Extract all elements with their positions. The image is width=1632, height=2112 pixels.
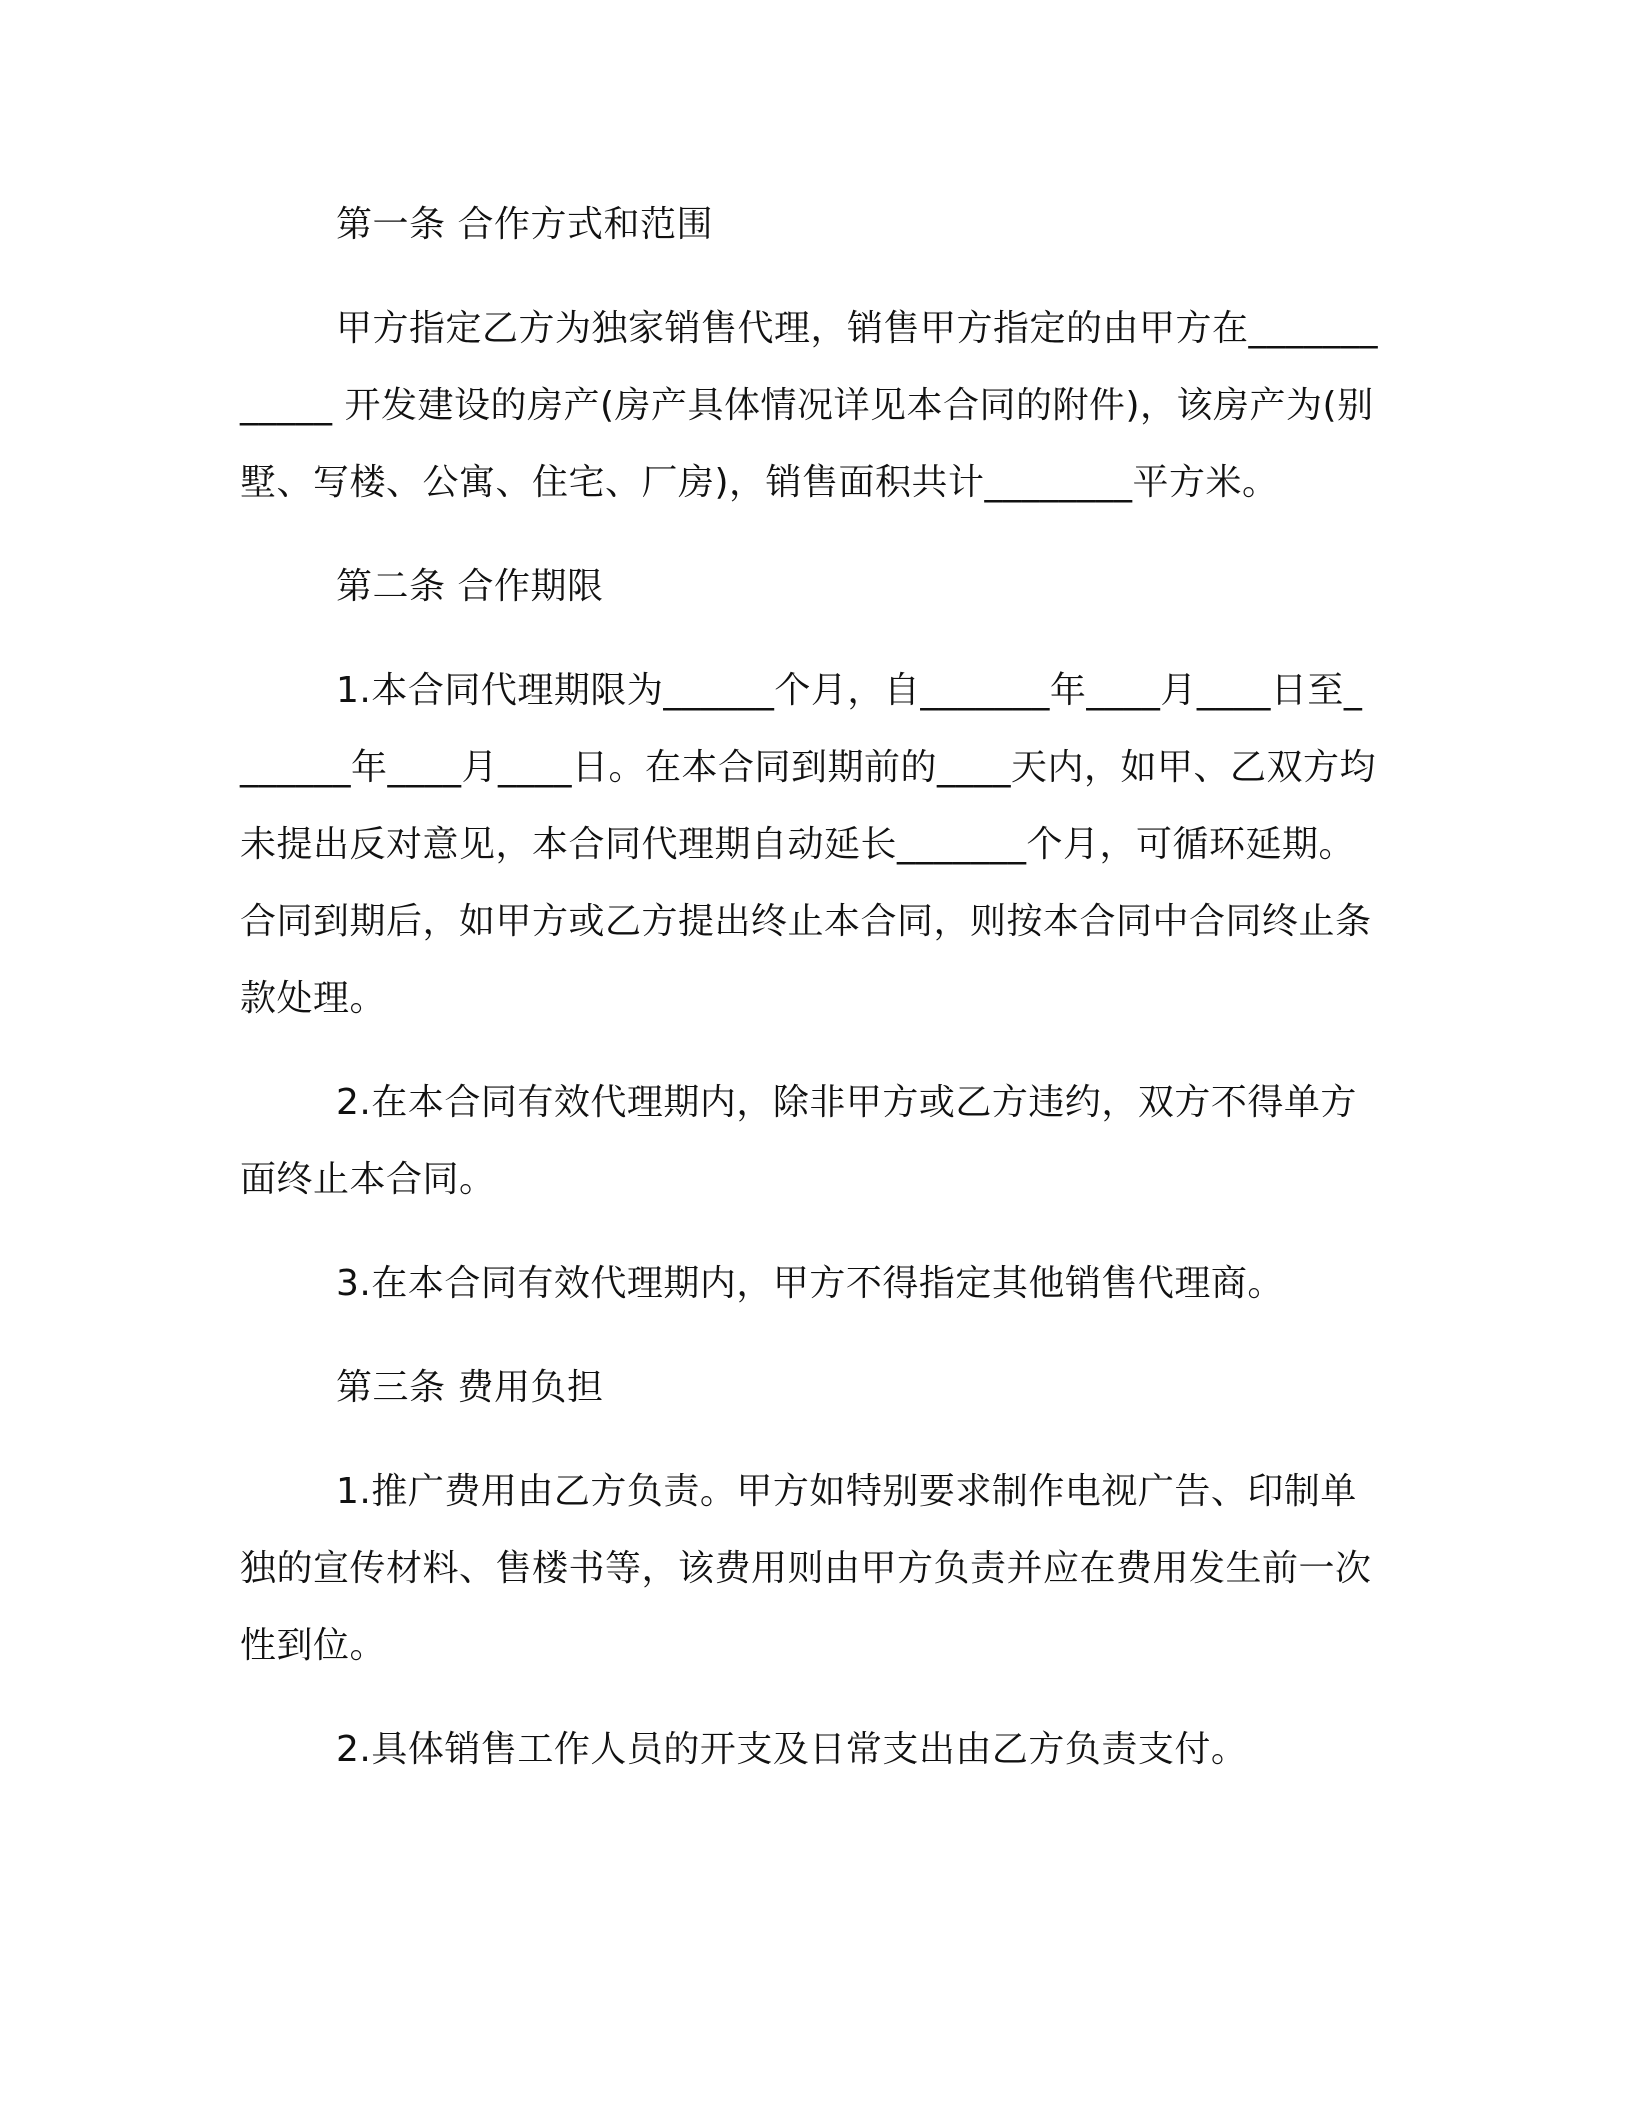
article-2-heading: 第二条 合作期限 xyxy=(336,566,604,607)
article-1-scope-paragraph: 甲方指定乙方为独家销售代理，销售甲方指定的由甲方在____________ 开发建设的房产(房产具体情况详见本合同的附件)，该房产为(别墅、写楼、公寓、住宅、厂房)，销售面积共计________平方米。 xyxy=(240,308,1379,503)
document-body xyxy=(240,186,1380,1815)
article-3-heading: 第三条 费用负担 xyxy=(336,1367,604,1408)
article-2-clause-1: 1.本合同代理期限为______个月，自_______年____月____日至_______年____月____日。在本合同到期前的____天内，如甲、乙双方均未提出反对意见，本合同代理期自动延长_______个月，可循环延期。合同到期后，如甲方或乙方提出终止本合同，则按本合同中合同终止条款处理。 xyxy=(240,670,1377,1019)
article-3-clause-2: 2.具体销售工作人员的开支及日常支出由乙方负责支付。 xyxy=(336,1729,1248,1770)
article-2-clause-3: 3.在本合同有效代理期内，甲方不得指定其他销售代理商。 xyxy=(336,1263,1284,1304)
article-2-clause-2: 2.在本合同有效代理期内，除非甲方或乙方违约，双方不得单方面终止本合同。 xyxy=(240,1082,1357,1200)
article-1-heading: 第一条 合作方式和范围 xyxy=(336,204,713,245)
article-3-clause-1: 1.推广费用由乙方负责。甲方如特别要求制作电视广告、印制单独的宣传材料、售楼书等，该费用则由甲方负责并应在费用发生前一次性到位。 xyxy=(240,1471,1372,1666)
